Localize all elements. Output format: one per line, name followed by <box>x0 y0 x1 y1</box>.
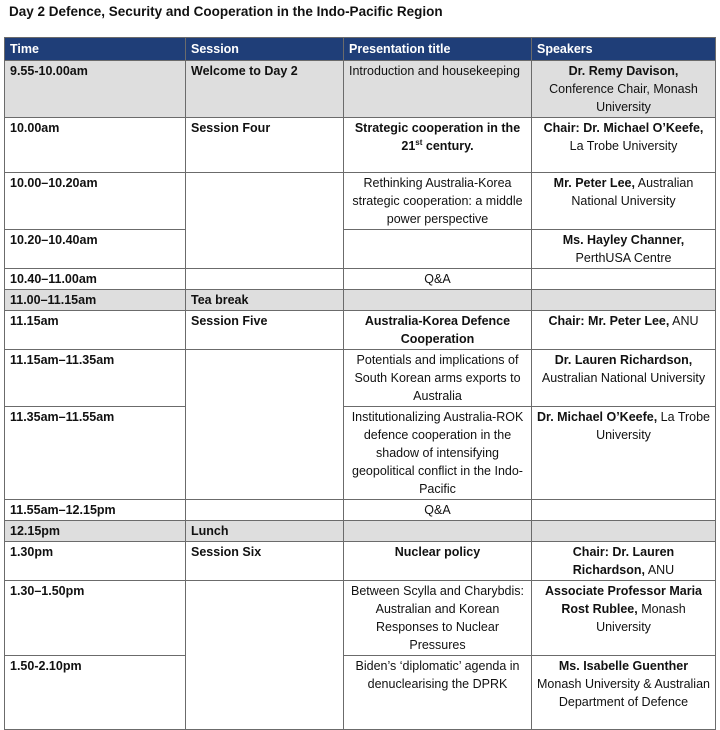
time-cell: 10.00am <box>5 118 186 173</box>
header-title: Presentation title <box>344 38 532 61</box>
session-cell <box>186 500 344 521</box>
session-cell: Welcome to Day 2 <box>186 61 344 118</box>
table-row <box>5 269 716 290</box>
time-cell: 11.15am <box>5 311 186 350</box>
table-row <box>5 542 716 581</box>
page-title: Day 2 Defence, Security and Cooperation in the Indo-Pacific Region <box>9 4 443 19</box>
title-cell: Q&A <box>344 269 532 290</box>
speaker-name: Mr. Peter Lee, <box>553 176 635 190</box>
speaker-cell <box>532 407 716 500</box>
speaker-affiliation: Australian National University <box>571 176 694 208</box>
time-cell: 1.30pm <box>5 542 186 581</box>
time-cell: 11.35am–11.55am <box>5 407 186 500</box>
session-cell <box>186 656 344 730</box>
header-time: Time <box>5 38 186 61</box>
speaker-cell <box>532 500 716 521</box>
session-cell: Session Six <box>186 542 344 581</box>
time-cell: 12.15pm <box>5 521 186 542</box>
schedule-table <box>4 37 716 730</box>
speaker-cell <box>532 521 716 542</box>
speaker-cell <box>532 656 716 730</box>
speaker-affiliation: PerthUSA Centre <box>575 251 672 265</box>
speaker-affiliation: Monash University <box>596 602 686 634</box>
speaker-name: Ms. Hayley Channer, <box>562 233 685 247</box>
table-row <box>5 61 716 118</box>
table-row <box>5 656 716 730</box>
speaker-name: Chair: Dr. Michael O’Keefe, <box>543 121 704 135</box>
table-row <box>5 581 716 656</box>
title-text-end: century. <box>425 139 474 153</box>
title-cell <box>344 118 532 173</box>
speaker-cell <box>532 118 716 173</box>
title-cell: Australia-Korea Defence Cooperation <box>344 311 532 350</box>
session-cell: Session Five <box>186 311 344 350</box>
title-cell: Rethinking Australia-Korea strategic cooperation: a middle power perspective <box>344 173 532 230</box>
speaker-cell <box>532 311 716 350</box>
speaker-cell <box>532 542 716 581</box>
speaker-name: Ms. Isabelle Guenther <box>558 659 689 673</box>
speaker-cell <box>532 269 716 290</box>
speaker-affiliation: ANU <box>672 314 699 328</box>
time-cell: 1.30–1.50pm <box>5 581 186 656</box>
speaker-name: Chair: Mr. Peter Lee, <box>548 314 670 328</box>
session-cell <box>186 407 344 500</box>
speaker-cell <box>532 173 716 230</box>
table-row <box>5 521 716 542</box>
speaker-affiliation: Monash University & Australian Department of Defence <box>537 677 710 709</box>
title-superscript: st <box>415 137 423 147</box>
title-cell: Institutionalizing Australia-ROK defence cooperation in the shadow of intensifying geopolitical conflict in the Indo-Pacific <box>344 407 532 500</box>
speaker-name: Associate Professor Maria Rost Rublee, <box>544 584 702 616</box>
session-cell <box>186 350 344 407</box>
speaker-affiliation: ANU <box>647 563 675 577</box>
table-row <box>5 230 716 269</box>
header-session: Session <box>186 38 344 61</box>
title-cell: Nuclear policy <box>344 542 532 581</box>
title-cell: Biden’s ‘diplomatic’ agenda in denuclearising the DPRK <box>344 656 532 730</box>
title-text: Strategic cooperation in the 21 <box>354 121 521 153</box>
session-cell: Lunch <box>186 521 344 542</box>
table-row <box>5 173 716 230</box>
speaker-cell <box>532 581 716 656</box>
session-cell <box>186 581 344 656</box>
speaker-affiliation: La Trobe University <box>596 410 711 442</box>
title-cell: Introduction and housekeeping <box>344 61 532 118</box>
title-cell: Between Scylla and Charybdis: Australian and Korean Responses to Nuclear Pressures <box>344 581 532 656</box>
title-cell <box>344 521 532 542</box>
title-cell: Q&A <box>344 500 532 521</box>
speaker-name: Dr. Remy Davison, <box>568 64 679 78</box>
speaker-affiliation: La Trobe University <box>569 139 678 153</box>
speaker-name: Dr. Michael O’Keefe, <box>537 410 658 424</box>
table-row <box>5 350 716 407</box>
time-cell: 9.55-10.00am <box>5 61 186 118</box>
speaker-affiliation: Australian National University <box>541 371 706 385</box>
speaker-name: Chair: Dr. Lauren Richardson, <box>572 545 675 577</box>
speaker-cell <box>532 61 716 118</box>
session-cell <box>186 230 344 269</box>
header-row <box>5 38 716 61</box>
time-cell: 11.00–11.15am <box>5 290 186 311</box>
speaker-cell <box>532 290 716 311</box>
table-row <box>5 500 716 521</box>
time-cell: 10.00–10.20am <box>5 173 186 230</box>
table-row <box>5 407 716 500</box>
table-row <box>5 311 716 350</box>
speaker-name: Dr. Lauren Richardson, <box>554 353 693 367</box>
speaker-cell <box>532 350 716 407</box>
time-cell: 10.20–10.40am <box>5 230 186 269</box>
time-cell: 1.50-2.10pm <box>5 656 186 730</box>
session-cell <box>186 173 344 230</box>
session-cell: Session Four <box>186 118 344 173</box>
speaker-cell <box>532 230 716 269</box>
time-cell: 10.40–11.00am <box>5 269 186 290</box>
speaker-affiliation: Conference Chair, Monash University <box>549 82 698 114</box>
title-cell: Potentials and implications of South Korean arms exports to Australia <box>344 350 532 407</box>
title-cell <box>344 230 532 269</box>
table-row <box>5 290 716 311</box>
session-cell: Tea break <box>186 290 344 311</box>
time-cell: 11.55am–12.15pm <box>5 500 186 521</box>
table-row <box>5 118 716 173</box>
title-cell <box>344 290 532 311</box>
time-cell: 11.15am–11.35am <box>5 350 186 407</box>
header-speakers: Speakers <box>532 38 716 61</box>
session-cell <box>186 269 344 290</box>
